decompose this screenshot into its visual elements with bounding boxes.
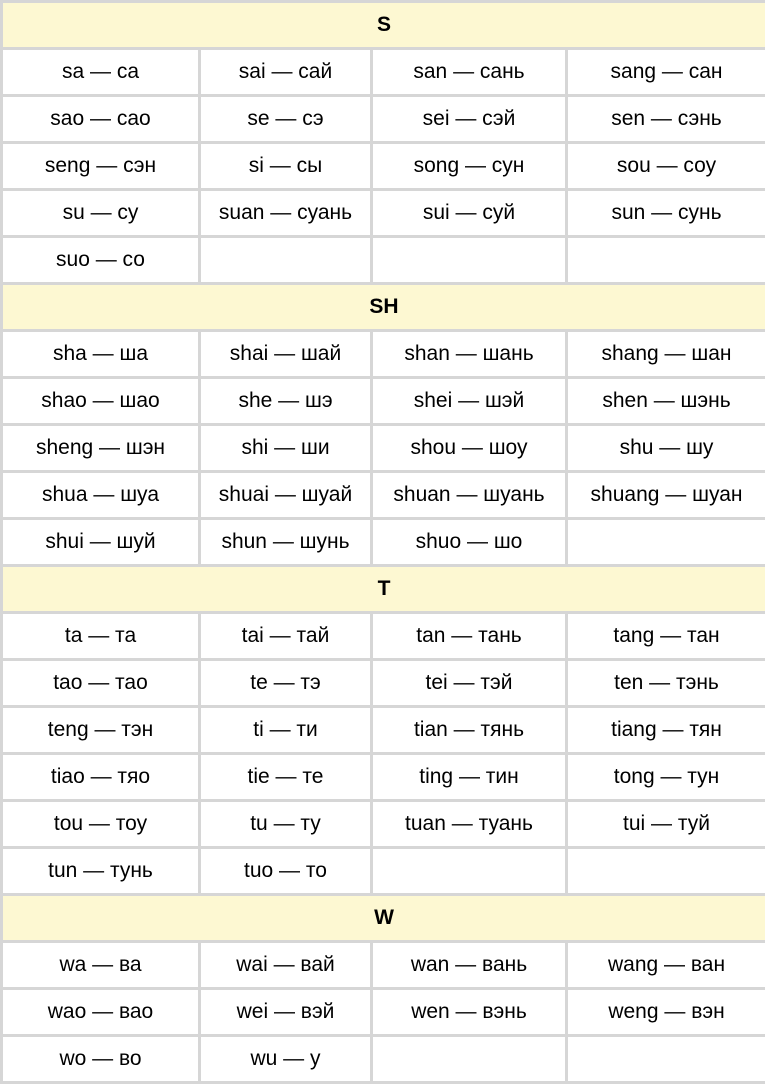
syllable-cell: sai — сай [200,49,372,96]
syllable-cell: se — сэ [200,96,372,143]
syllable-cell: weng — вэн [567,989,765,1036]
table-row [2,472,765,519]
syllable-cell: tao — тао [2,660,200,707]
table-row [2,143,765,190]
syllable-cell: shu — шу [567,425,765,472]
table-row [2,96,765,143]
table-row [2,707,765,754]
section-header-row [2,284,765,331]
syllable-cell: wang — ван [567,942,765,989]
syllable-cell: ting — тин [372,754,567,801]
syllable-cell: tei — тэй [372,660,567,707]
syllable-cell: shan — шань [372,331,567,378]
syllable-cell: tu — ту [200,801,372,848]
syllable-cell: tou — тоу [2,801,200,848]
syllable-cell: tuo — то [200,848,372,895]
syllable-cell: shi — ши [200,425,372,472]
syllable-cell: tiang — тян [567,707,765,754]
syllable-cell: sen — сэнь [567,96,765,143]
syllable-cell: sang — сан [567,49,765,96]
syllable-cell: shui — шуй [2,519,200,566]
syllable-cell: seng — сэн [2,143,200,190]
table-row [2,848,765,895]
table-row [2,989,765,1036]
empty-cell [372,237,567,284]
table-row [2,519,765,566]
empty-cell [567,237,765,284]
syllable-cell: sao — сао [2,96,200,143]
syllable-cell: sa — са [2,49,200,96]
syllable-cell: san — сань [372,49,567,96]
syllable-cell: suo — со [2,237,200,284]
syllable-cell: tan — тань [372,613,567,660]
syllable-cell: shao — шао [2,378,200,425]
table-row [2,49,765,96]
table-row [2,613,765,660]
syllable-cell: wao — вао [2,989,200,1036]
empty-cell [200,237,372,284]
syllable-cell: wei — вэй [200,989,372,1036]
syllable-cell: shun — шунь [200,519,372,566]
section-header-row [2,895,765,942]
syllable-cell: wa — ва [2,942,200,989]
syllable-cell: shuan — шуань [372,472,567,519]
syllable-cell: tian — тянь [372,707,567,754]
syllable-cell: tui — туй [567,801,765,848]
syllable-cell: shuang — шуан [567,472,765,519]
syllable-cell: sha — ша [2,331,200,378]
syllable-cell: tai — тай [200,613,372,660]
table-row [2,942,765,989]
syllable-cell: tong — тун [567,754,765,801]
syllable-cell: tang — тан [567,613,765,660]
table-row [2,237,765,284]
syllable-cell: sheng — шэн [2,425,200,472]
empty-cell [372,848,567,895]
syllable-cell: shou — шоу [372,425,567,472]
syllable-cell: shuo — шо [372,519,567,566]
syllable-cell: wo — во [2,1036,200,1083]
syllable-cell: su — су [2,190,200,237]
syllable-cell: shai — шай [200,331,372,378]
table-row [2,190,765,237]
syllable-cell: ta — та [2,613,200,660]
syllable-cell: wu — у [200,1036,372,1083]
empty-cell [567,519,765,566]
syllable-cell: sou — соу [567,143,765,190]
table-row [2,1036,765,1083]
syllable-cell: tiao — тяо [2,754,200,801]
table-row [2,801,765,848]
section-header-row [2,566,765,613]
section-header-row [2,2,765,49]
syllable-cell: shei — шэй [372,378,567,425]
syllable-cell: sei — сэй [372,96,567,143]
syllable-cell: wan — вань [372,942,567,989]
syllable-cell: she — шэ [200,378,372,425]
table-row [2,378,765,425]
syllable-cell: suan — суань [200,190,372,237]
syllable-cell: si — сы [200,143,372,190]
syllable-cell: tuan — туань [372,801,567,848]
syllable-cell: tie — те [200,754,372,801]
syllable-cell: te — тэ [200,660,372,707]
syllable-cell: sun — сунь [567,190,765,237]
table-row [2,660,765,707]
syllable-cell: shuai — шуай [200,472,372,519]
table-body [2,2,765,1083]
syllable-cell: song — сун [372,143,567,190]
syllable-cell: teng — тэн [2,707,200,754]
empty-cell [372,1036,567,1083]
table-row [2,754,765,801]
syllable-cell: shang — шан [567,331,765,378]
section-header: SH [2,284,765,331]
table-row [2,425,765,472]
syllable-cell: ti — ти [200,707,372,754]
syllable-cell: shen — шэнь [567,378,765,425]
syllable-cell: shua — шуа [2,472,200,519]
syllable-cell: wai — вай [200,942,372,989]
section-header: T [2,566,765,613]
syllable-cell: wen — вэнь [372,989,567,1036]
section-header: W [2,895,765,942]
empty-cell [567,1036,765,1083]
syllable-cell: sui — суй [372,190,567,237]
syllable-cell: tun — тунь [2,848,200,895]
syllable-cell: ten — тэнь [567,660,765,707]
section-header: S [2,2,765,49]
table-row [2,331,765,378]
empty-cell [567,848,765,895]
